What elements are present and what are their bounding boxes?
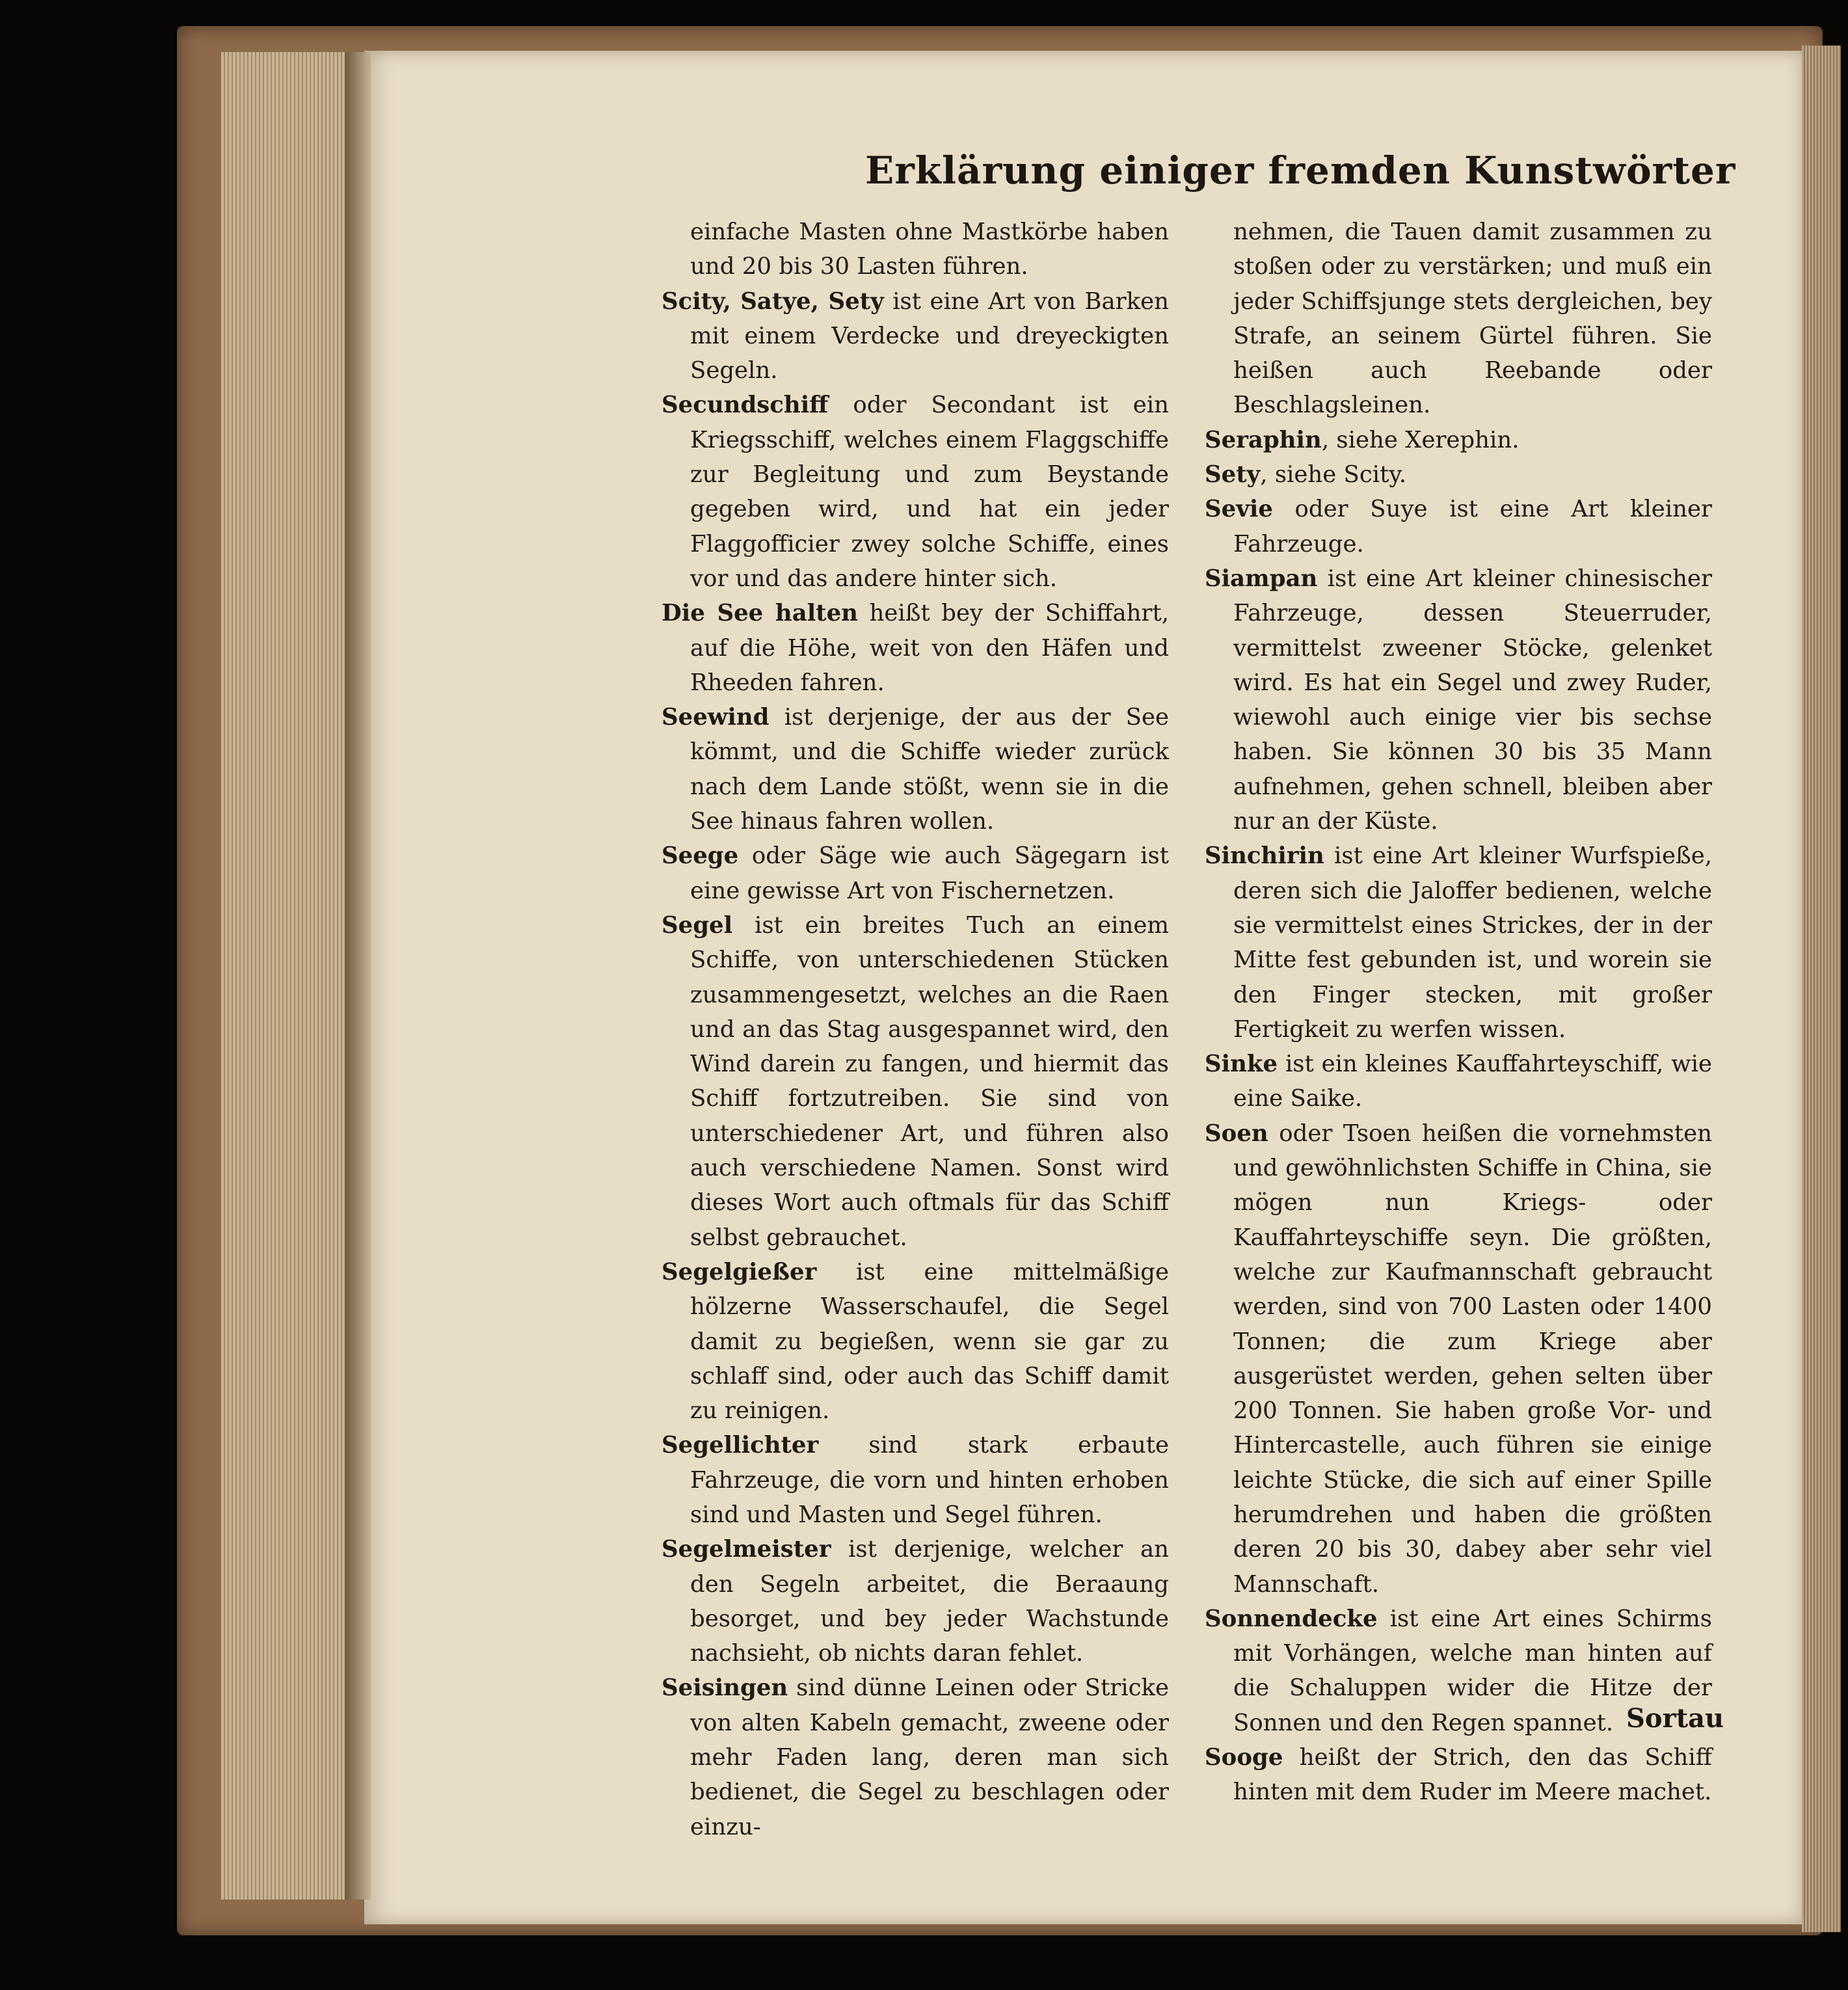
entry-headword: Secundschiff bbox=[662, 392, 829, 419]
entry-text: sind dünne Leinen oder Stricke von alten Kabeln gemacht, zweene oder mehr Faden lang, deren man sich bedienet, die Segel zu beschlagen oder einzu- bbox=[690, 1674, 1169, 1840]
entry-text: ist derjenige, der aus der See kömmt, und die Schiffe wieder zurück nach dem Lande stößt, wenn sie in die See hinaus fahren wollen. bbox=[690, 704, 1169, 835]
dictionary-entry bbox=[662, 388, 1169, 596]
entry-text: sind stark erbaute Fahrzeuge, die vorn und hinten erhoben sind und Masten und Segel führen. bbox=[690, 1432, 1169, 1528]
entry-text: , siehe Xerephin. bbox=[1321, 426, 1520, 453]
entry-headword: Sooge bbox=[1205, 1744, 1283, 1771]
entry-headword: Siampan bbox=[1205, 565, 1318, 592]
dictionary-entry bbox=[662, 1255, 1169, 1428]
entry-headword: Sinchirin bbox=[1205, 842, 1324, 870]
spine-shadow bbox=[345, 52, 371, 1900]
dictionary-entry bbox=[662, 596, 1169, 700]
entry-headword: Segel bbox=[662, 911, 733, 939]
entry-headword: Sinke bbox=[1205, 1051, 1278, 1078]
entry-text: , siehe Scity. bbox=[1260, 461, 1407, 489]
page-edges-left bbox=[221, 52, 364, 1900]
entry-headword: Die See halten bbox=[662, 600, 858, 627]
dictionary-entry bbox=[662, 839, 1169, 908]
entry-text: oder Suye ist eine Art kleiner Fahrzeuge. bbox=[1233, 496, 1712, 558]
entry-text: heißt der Strich, den das Schiff hinten mit dem Ruder im Meere machet. bbox=[1233, 1744, 1712, 1806]
dictionary-entry bbox=[662, 700, 1169, 839]
dictionary-entry bbox=[1205, 1740, 1712, 1810]
dictionary-entry bbox=[1205, 561, 1712, 839]
entry-text: ist derjenige, welcher an den Segeln arbeitet, die Beraaung besorget, und bey jeder Wachstunde nachsieht, ob nichts daran fehlet. bbox=[690, 1536, 1169, 1667]
entry-text: oder Säge wie auch Sägegarn ist eine gewisse Art von Fischernetzen. bbox=[690, 842, 1169, 904]
entry-headword: Sety bbox=[1205, 461, 1261, 489]
page-edges-right bbox=[1802, 46, 1841, 1932]
entry-text: oder Secondant ist ein Kriegsschiff, welches einem Flaggschiffe zur Begleitung und zum Beystande gegeben wird, und hat ein jeder Flaggofficier zwey solche Schiffe, eines vor und das andere hinter sich. bbox=[690, 392, 1169, 592]
dictionary-entry bbox=[1205, 457, 1712, 492]
entry-headword: Segellichter bbox=[662, 1432, 819, 1459]
entry-headword: Segelmeister bbox=[662, 1536, 831, 1563]
dictionary-entry bbox=[662, 1532, 1169, 1671]
left-column bbox=[662, 215, 1169, 1844]
entry-headword: Segelgießer bbox=[662, 1258, 817, 1285]
running-header: Erklärung einiger fremden Kunstwörter bbox=[865, 148, 1736, 193]
dictionary-entry bbox=[1205, 423, 1712, 457]
dictionary-entry bbox=[662, 908, 1169, 1255]
dictionary-entry bbox=[1205, 1116, 1712, 1602]
entry-headword: Sevie bbox=[1205, 496, 1273, 523]
entry-headword: Scity, Satye, Sety bbox=[662, 288, 884, 315]
entry-headword: Soen bbox=[1205, 1120, 1268, 1147]
entry-text: ist ein kleines Kauffahrteyschiff, wie eine Saike. bbox=[1233, 1051, 1712, 1112]
entry-headword: Seege bbox=[662, 842, 739, 870]
dictionary-entry bbox=[662, 215, 1169, 284]
entry-text: ist eine Art von Barken mit einem Verdecke und dreyeckigten Segeln. bbox=[690, 288, 1169, 384]
entry-text: ist eine mittelmäßige hölzerne Wasserschaufel, die Segel damit zu begießen, wenn sie gar zu schlaff sind, oder auch das Schiff damit zu reinigen. bbox=[690, 1258, 1169, 1425]
dictionary-entry bbox=[1205, 1047, 1712, 1116]
right-column bbox=[1205, 215, 1712, 1810]
entry-text: ist eine Art eines Schirms mit Vorhängen, welche man hinten auf die Schaluppen wider die Hitze der Sonnen und den Regen spannet. bbox=[1233, 1605, 1712, 1736]
entry-headword: Seewind bbox=[662, 704, 770, 731]
catchword: Sortau bbox=[1626, 1703, 1724, 1734]
entry-text: ist eine Art kleiner Wurfspieße, deren sich die Jaloffer bedienen, welche sie vermittelst eines Strickes, der in der Mitte fest gebunden ist, und worein sie den Finger stecken, mit großer Fertigkeit zu werfen wissen. bbox=[1233, 842, 1712, 1043]
entry-text: nehmen, die Tauen damit zusammen zu stoßen oder zu verstärken; und muß ein jeder Schiffsjunge stets dergleichen, bey Strafe, an seinem Gürtel führen. Sie heißen auch Reebande oder Beschlagsleinen. bbox=[1233, 219, 1712, 419]
dictionary-entry bbox=[1205, 215, 1712, 423]
dictionary-entry bbox=[662, 1671, 1169, 1844]
entry-text: einfache Masten ohne Mastkörbe haben und 20 bis 30 Lasten führen. bbox=[690, 219, 1169, 280]
dictionary-entry bbox=[662, 1428, 1169, 1532]
entry-text: ist ein breites Tuch an einem Schiffe, von unterschiedenen Stücken zusammengesetzt, welches an die Raen und an das Stag ausgespannet wird, den Wind darein zu fangen, und hiermit das Schiff fortzutreiben. Sie sind von unterschiedener Art, und führen also auch verschiedene Namen. Sonst wird dieses Wort auch oftmals für das Schiff selbst gebrauchet. bbox=[690, 911, 1169, 1251]
entry-text: ist eine Art kleiner chinesischer Fahrzeuge, dessen Steuerruder, vermittelst zweener Stöcke, gelenket wird. Es hat ein Segel und zwey Ruder, wiewohl auch einige vier bis sechse haben. Sie können 30 bis 35 Mann aufnehmen, gehen schnell, bleiben aber nur an der Küste. bbox=[1233, 565, 1712, 835]
entry-headword: Seraphin bbox=[1205, 426, 1322, 453]
dictionary-entry bbox=[662, 284, 1169, 388]
dictionary-entry bbox=[1205, 839, 1712, 1047]
entry-headword: Sonnendecke bbox=[1205, 1605, 1378, 1632]
entry-headword: Seisingen bbox=[662, 1674, 788, 1702]
entry-text: oder Tsoen heißen die vornehmsten und gewöhnlichsten Schiffe in China, sie mögen nun Kriegs- oder Kauffahrteyschiffe seyn. Die größten, welche zur Kaufmannschaft gebraucht werden, sind von 700 Lasten oder 1400 Tonnen; die zum Kriege aber ausgerüstet werden, gehen selten über 200 Tonnen. Sie haben große Vor- und Hintercastelle, auch führen sie einige leichte Stücke, die sich auf einer Spille herumdrehen und haben die größten deren 20 bis 30, dabey aber sehr viel Mannschaft. bbox=[1233, 1120, 1712, 1598]
entry-text: heißt bey der Schiffahrt, auf die Höhe, weit von den Häfen und Rheeden fahren. bbox=[690, 600, 1169, 696]
dictionary-entry bbox=[1205, 492, 1712, 561]
